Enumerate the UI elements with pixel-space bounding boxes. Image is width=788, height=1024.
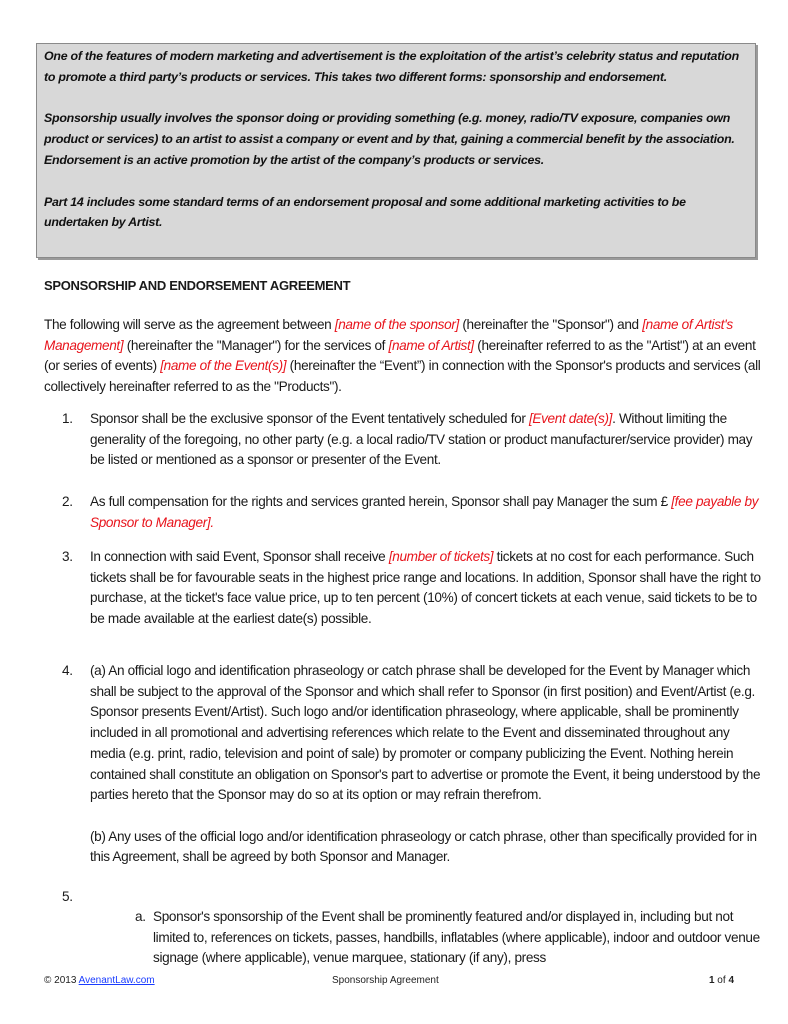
clause-text (90, 492, 762, 533)
footer-copyright (44, 975, 155, 986)
clause-5a-text: Sponsor's sponsorship of the Event shall be prominently featured and/or displayed in, including but not limited to, references on tickets, passes, handbills, inflatables (where applicable), indoor and outdoor venue signage (where applicable), venue marquee, stationary (if any), press (153, 909, 760, 966)
preamble-text: (hereinafter the “Event”) in connection with the Sponsor's products and services (all collectively hereinafter referred to as the "Products"). (44, 358, 761, 395)
clause-3 (62, 547, 762, 630)
preamble-text: (hereinafter the "Sponsor") and (458, 317, 643, 332)
current-page: 1 (708, 975, 715, 986)
page-footer (44, 975, 734, 991)
clause-2 (62, 492, 762, 533)
clause-number: 2. (62, 494, 73, 509)
copyright-text: © 2013 (44, 975, 79, 986)
page-of-text: of (714, 975, 729, 986)
clause-5a (135, 907, 765, 969)
placeholder-management-name: [name of Artist's Management] (44, 317, 733, 353)
clause-number: 5. (62, 889, 73, 904)
clause-text-part: . (210, 514, 214, 530)
preamble-text: (hereinafter referred to as the "Artist") at an event (or series of events) (44, 337, 756, 374)
preamble-text: (hereinafter the "Manager") for the services of (123, 337, 389, 353)
subclause-letter: a. (135, 909, 146, 924)
page-number (709, 975, 734, 986)
placeholder-event-dates: [Event date(s)] (528, 411, 613, 426)
document-title: SPONSORSHIP AND ENDORSEMENT AGREEMENT (44, 278, 351, 293)
placeholder-sponsor-name: [name of the sponsor] (334, 317, 459, 332)
placeholder-artist-name: [name of Artist] (388, 337, 474, 353)
clause-4 (62, 661, 762, 868)
placeholder-fee: [fee payable by Sponsor to Manager] (90, 494, 759, 530)
preamble-text: The following will serve as the agreement between (44, 317, 335, 332)
clause-text-part: . Without limiting the generality of the foregoing, no other party (e.g. a local radio/TV station or product manufacturer/service provider) may be listed or mentioned as a sponsor or presenter of the Event. (90, 411, 753, 468)
clause-text-part: tickets at no cost for each performance. Such tickets shall be for favourable seats in the highest price range and locations. In addition, Sponsor shall have the right to purchase, at the ticket's face value price, up to ten percent (10%) of concert tickets at each venue, said tickets to be to be made available at the earliest date(s) possible. (90, 549, 761, 627)
clause-text (90, 409, 762, 471)
clause-number: 4. (62, 663, 73, 678)
clause-number: 3. (62, 549, 73, 564)
clause-4b-text: (b) Any uses of the official logo and/or identification phraseology or catch phrase, other than specifically provided for in this Agreement, shall be agreed by both Sponsor and Manager. (90, 828, 757, 865)
avenantlaw-link[interactable]: AvenantLaw.com (78, 975, 155, 986)
clause-1 (62, 409, 762, 471)
clause-number: 1. (62, 411, 73, 426)
clause-text (90, 547, 762, 630)
placeholder-event-name: [name of the Event(s)] (160, 358, 287, 374)
clause-text-part: As full compensation for the rights and services granted herein, Sponsor shall pay Manager the sum £ (90, 494, 672, 509)
total-pages: 4 (728, 975, 734, 986)
intro-paragraph: Part 14 includes some standard terms of an endorsement proposal and some additional marketing activities to be undertaken by Artist. (44, 194, 686, 230)
clause-text-part: Sponsor shall be the exclusive sponsor of the Event tentatively scheduled for (90, 411, 529, 426)
intro-note-box (36, 43, 756, 258)
clause-text-part: In connection with said Event, Sponsor shall receive (90, 549, 389, 564)
intro-paragraph: One of the features of modern marketing and advertisement is the exploitation of the artist’s celebrity status and reputation to promote a third party’s products or services. This takes two different forms: sponsorship and endorsement. (44, 49, 739, 84)
intro-paragraph: Sponsorship usually involves the sponsor doing or providing something (e.g. money, radio/TV exposure, companies own product or services) to an artist to assist a company or event and by that, gaining a commercial benefit by the association. Endorsement is an active promotion by the artist of the company’s products or services. (44, 111, 735, 167)
clause-4a-text: (a) An official logo and identification phraseology or catch phrase shall be developed for the Event by Manager which shall be subject to the approval of the Sponsor and which shall refer to Sponsor (in first position) and Event/Artist (e.g. Sponsor presents Event/Artist). Such logo and/or identification phraseology, where applicable, shall be prominently included in all promotional and advertising references which relate to the Event and disseminated throughout any media (e.g. print, radio, television and point of sale) by promoter or company publicizing the Event. Nothing herein contained shall constitute an obligation on Sponsor's part to advertise or promote the Event, it being understood by the parties hereto that the Sponsor may do so at its option or may refrain therefrom. (90, 663, 761, 803)
placeholder-ticket-count: [number of tickets] (388, 549, 494, 564)
footer-document-name: Sponsorship Agreement (332, 975, 439, 986)
preamble-paragraph (44, 315, 764, 398)
